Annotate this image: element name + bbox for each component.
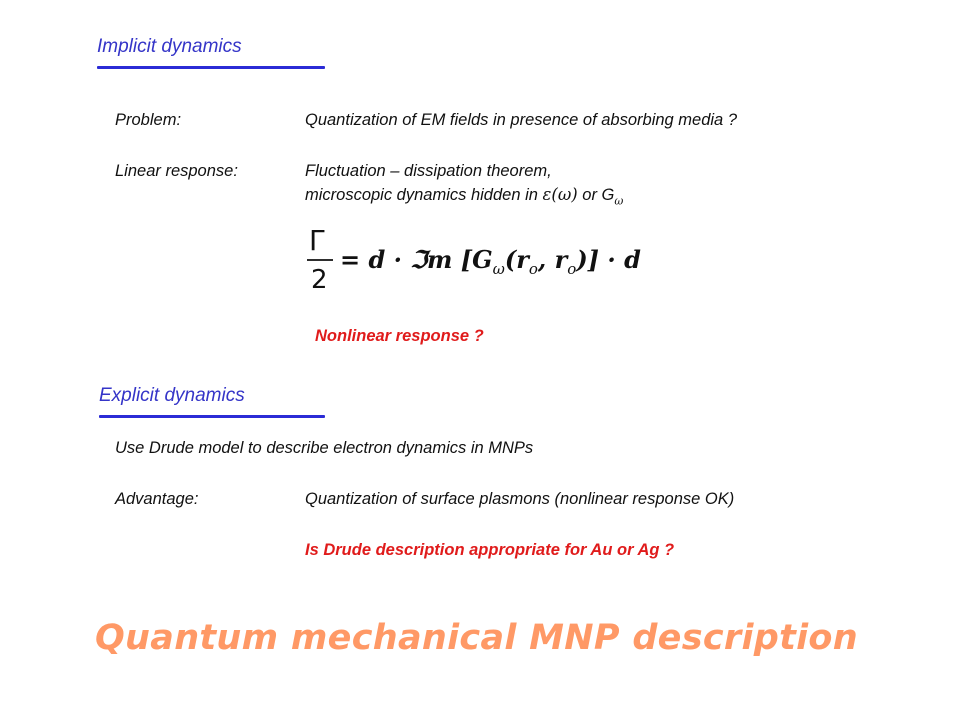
green-function-subscript: ω <box>614 194 624 208</box>
formula-gamma: Γ <box>309 224 325 257</box>
implicit-dynamics-heading: Implicit dynamics <box>97 36 242 57</box>
explicit-dynamics-heading: Explicit dynamics <box>99 385 245 406</box>
linear-response-line2 <box>305 184 623 212</box>
epsilon-omega-symbol: ε(ω) <box>542 185 578 204</box>
implicit-heading-underline <box>97 66 325 69</box>
slide-title: Quantum mechanical MNP description <box>95 618 858 658</box>
formula-comma: , r <box>537 245 568 274</box>
formula-rhs-start: = d · ℑm [G <box>340 245 493 274</box>
advantage-text: Quantization of surface plasmons (nonlinear response OK) <box>305 490 735 508</box>
formula-two: 2 <box>311 265 328 295</box>
drude-appropriateness-question: Is Drude description appropriate for Au or Ag ? <box>305 541 675 559</box>
drude-model-text: Use Drude model to describe electron dynamics in MNPs <box>115 439 534 457</box>
formula-o2: o <box>567 260 577 278</box>
formula-rhs <box>340 245 641 278</box>
problem-text: Quantization of EM fields in presence of absorbing media ? <box>305 111 737 129</box>
problem-label: Problem: <box>115 111 182 129</box>
formula-close: )] · d <box>576 245 641 274</box>
formula-args: (r <box>504 245 529 274</box>
formula-omega: ω <box>492 260 505 278</box>
nonlinear-response-question: Nonlinear response ? <box>315 327 484 345</box>
explicit-heading-underline <box>99 415 325 418</box>
decay-rate-formula <box>300 222 640 297</box>
linear-response-label: Linear response: <box>115 162 238 180</box>
formula-o1: o <box>528 260 538 278</box>
linear-line2-prefix: microscopic dynamics hidden in <box>305 186 543 204</box>
linear-response-line1: Fluctuation – dissipation theorem, <box>305 162 552 180</box>
advantage-label: Advantage: <box>115 490 199 508</box>
linear-line2-or: or G <box>577 186 615 204</box>
